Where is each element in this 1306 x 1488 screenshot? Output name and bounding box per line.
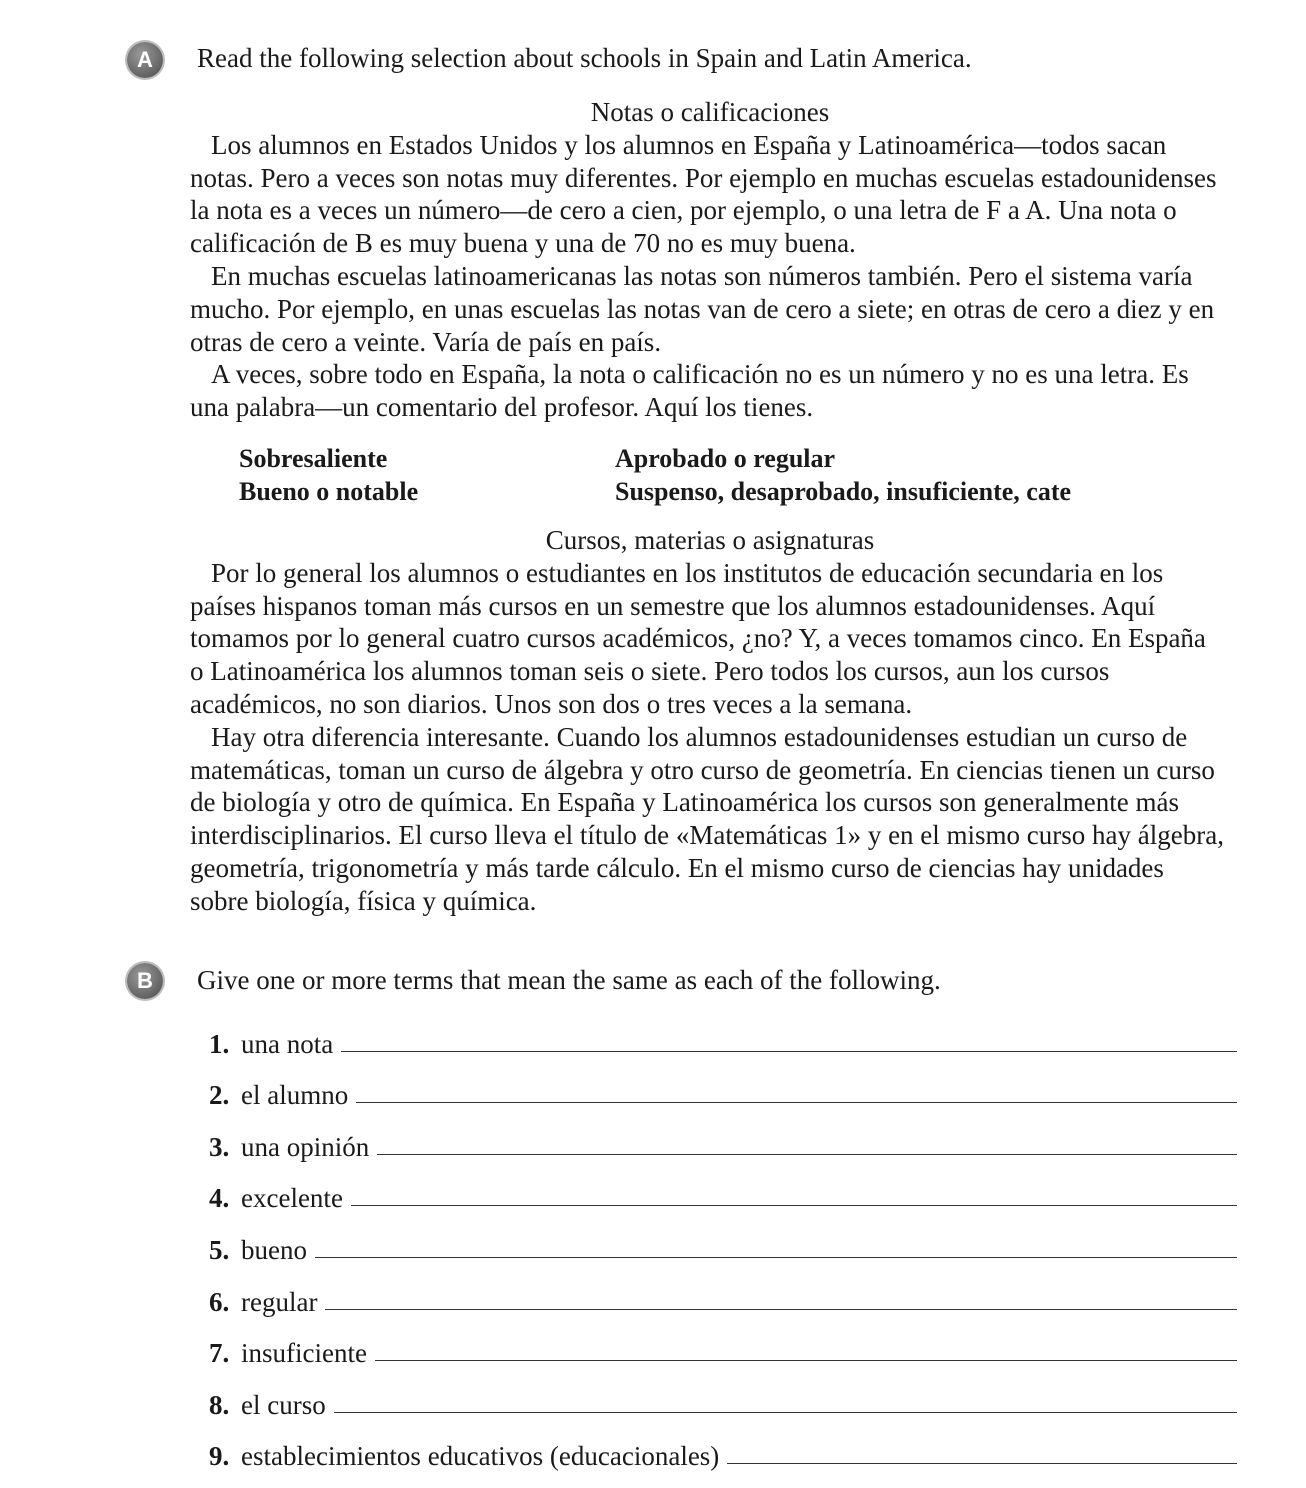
list-item [209,1008,1237,1060]
list-item [209,1111,1237,1163]
item-term: excelente [241,1183,343,1214]
item-term: una nota [241,1028,334,1059]
list-item [209,1214,1237,1266]
item-number: 7. [209,1338,230,1369]
section-b-badge: B [127,963,163,999]
paragraph-1: Los alumnos en Estados Unidos y los alumnos en España y Latinoamérica—todos sacan notas. Pero a veces son notas muy diferentes. Por ejemplo en muchas escuelas estadounidenses la nota es a veces un número—de cero a cien, por ejemplo, o una letra de F a A. Una nota o calificación de B es muy buena y una de 70 no es muy buena. [190,129,1217,259]
list-item [209,1060,1237,1112]
grade-term: Bueno o notable [239,476,419,506]
answer-blank[interactable] [315,1256,1237,1258]
item-number: 2. [209,1080,230,1111]
grade-term: Suspenso, desaprobado, insuficiente, cate [615,476,1072,506]
grades-row [239,475,1224,508]
list-item [209,1318,1237,1370]
item-number: 6. [209,1286,230,1317]
item-number: 3. [209,1131,230,1162]
vocabulary-items [209,1008,1237,1472]
item-term: el curso [241,1389,326,1420]
section-a-badge: A [127,42,163,78]
list-item [209,1266,1237,1318]
paragraph-4: Por lo general los alumnos o estudiantes en los institutos de educación secundaria en los países hispanos toman más cursos en un semestre que los alumnos estadounidenses. Aquí tomamos por lo general cuatro cursos académicos, ¿no? Y, a veces tomamos cinco. En España o Latinoamérica los alumnos toman seis o siete. Pero todos los cursos, aun los cursos académicos, no son diarios. Unos son dos o tres veces a la semana. [190,557,1206,719]
answer-blank[interactable] [727,1462,1237,1464]
item-term: una opinión [241,1131,370,1162]
item-number: 1. [209,1028,230,1059]
list-item [209,1421,1237,1473]
section-a-instruction: Read the following selection about schools in Spain and Latin America. [197,43,972,73]
grades-list [239,442,1224,508]
item-number: 8. [209,1389,230,1420]
reading-title-grades: Notas o calificaciones [590,97,830,127]
paragraph-3: A veces, sobre todo en España, la nota o calificación no es un número y no es una letra. Es una palabra—un comentario del profesor. Aquí los tienes. [190,359,1189,423]
answer-blank[interactable] [375,1359,1237,1361]
item-term: bueno [241,1234,307,1265]
grade-term: Sobresaliente [239,443,388,473]
reading-title-courses: Cursos, materias o asignaturas [545,524,875,555]
section-b-instruction: Give one or more terms that mean the same as each of the following. [197,965,941,995]
answer-blank[interactable] [341,1050,1237,1052]
grade-term: Aprobado o regular [615,443,836,473]
list-item [209,1163,1237,1215]
item-term: regular [241,1286,318,1317]
answer-blank[interactable] [325,1308,1237,1310]
item-term: el alumno [241,1080,349,1111]
answer-blank[interactable] [356,1101,1237,1103]
grades-row [239,442,1224,475]
answer-blank[interactable] [351,1204,1237,1206]
paragraph-2: En muchas escuelas latinoamericanas las notas son números también. Pero el sistema varía mucho. Por ejemplo, en unas escuelas las notas van de cero a siete; en otras de cero a diez y en otras de cero a veinte. Varía de país en país. [190,260,1215,357]
item-number: 5. [209,1234,230,1265]
item-term: insuficiente [241,1338,367,1369]
item-number: 4. [209,1183,230,1214]
paragraph-5: Hay otra diferencia interesante. Cuando los alumnos estadounidenses estudian un curso de matemáticas, toman un curso de álgebra y otro curso de geometría. En ciencias tienen un curso de biología y otro de química. En España y Latinoamérica los cursos son generalmente más interdisciplinarios. El curso lleva el título de «Matemáticas 1» y en el mismo curso hay álgebra, geometría, trigonometría y más tarde cálculo. En el mismo curso de ciencias hay unidades sobre biología, física y química. [190,721,1224,916]
reading-passage [190,96,1224,918]
item-number: 9. [209,1441,230,1472]
item-term: establecimientos educativos (educacionales) [241,1441,720,1472]
answer-blank[interactable] [334,1411,1237,1413]
answer-blank[interactable] [377,1153,1237,1155]
list-item [209,1369,1237,1421]
